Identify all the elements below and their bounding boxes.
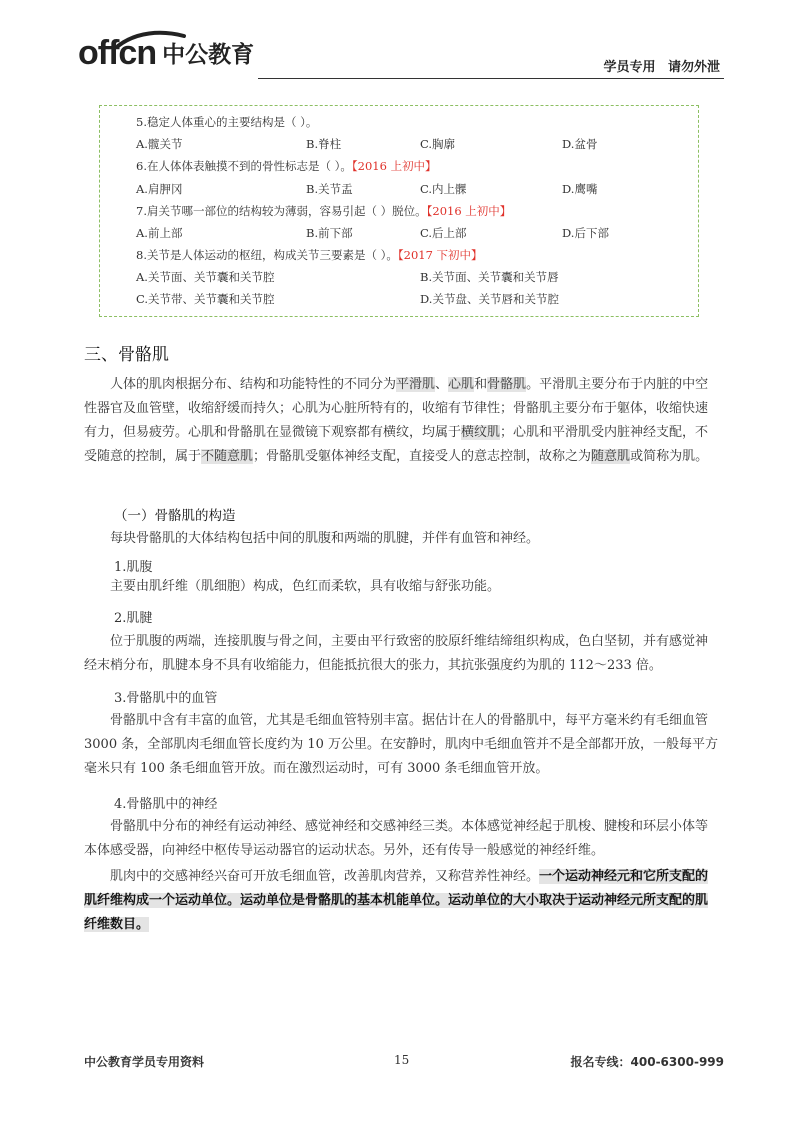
question-option: B.脊柱 (306, 137, 342, 151)
question-option: C.胸廓 (420, 137, 456, 151)
question-stem: 8.关节是人体运动的枢纽，构成关节三要素是（ ）。【2017 下初中】 (136, 248, 483, 262)
question-option: D.关节盘、关节唇和关节腔 (420, 292, 559, 306)
question-option: A.髋关节 (136, 137, 183, 151)
question-option: C.内上髁 (420, 182, 467, 196)
highlight-term: 随意肌 (591, 449, 631, 464)
intro-paragraph: 人体的肌肉根据分布、结构和功能特性的不同分为平滑肌、心肌和骨骼肌。平滑肌主要分布于内脏的中空性器官及血管壁，收缩舒缓而持久；心肌为心脏所特有的，收缩有节律性；骨骼肌主要分布于躯体，收缩快速有力，但易疲劳。心肌和骨骼肌在显微镜下观察都有横纹，均属于横纹肌；心肌和平滑肌受内脏神经支配，不受随意的控制，属于不随意肌；骨骼肌受躯体神经支配，直接受人的意志控制，故称之为随意肌或简称为肌。 (84, 377, 709, 464)
footer-label: 中公教育学员专用资料 (84, 1055, 205, 1069)
question-option: B.关节面、关节囊和关节唇 (420, 270, 559, 284)
question-option: A.关节面、关节囊和关节腔 (136, 270, 275, 284)
question-option: B.前下部 (306, 226, 353, 240)
item-title: 3.骨骼肌中的血管 (114, 691, 218, 706)
exam-source-tag: 【2017 下初中】 (397, 248, 483, 262)
question-option: A.肩胛冈 (136, 182, 183, 196)
question-option: C.后上部 (420, 226, 467, 240)
footer-hotline: 报名专线：400-6300-999 (570, 1055, 724, 1069)
offcn-logo (78, 36, 254, 70)
logo-wordmark: offcn (78, 34, 157, 72)
item-title: 1.肌腹 (114, 560, 153, 575)
exam-source-tag: 【2016 上初中】 (351, 159, 437, 173)
highlight-term: 不随意肌 (201, 449, 254, 464)
question-option: C.关节带、关节囊和关节腔 (136, 292, 275, 306)
question-option: D.后下部 (562, 226, 609, 240)
page-footer (84, 1053, 724, 1073)
logo-swoosh-icon (116, 30, 186, 48)
item-text: 骨骼肌中含有丰富的血管，尤其是毛细血管特别丰富。据估计在人的骨骼肌中，每平方毫米约有毛细血管 3000 条，全部肌肉毛细血管长度约为 10 万公里。在安静时，肌肉中毛细血管并不是全部都开放，一般每平方毫米只有 100 条毛细血管开放。而在激烈运动时，可有 3000 条毛细血管开放。 (84, 713, 719, 776)
question-stem: 7.肩关节哪一部位的结构较为薄弱，容易引起（ ）脱位。【2016 上初中】 (136, 204, 512, 218)
item-text: 位于肌腹的两端，连接肌腹与骨之间，主要由平行致密的胶原纤维结缔组织构成，色白坚韧，并有感觉神经末梢分布，肌腱本身不具有收缩能力，但能抵抗很大的张力，其抗张强度约为肌的 112～233 倍。 (84, 634, 709, 673)
logo-chinese-name: 中公教育 (162, 42, 255, 68)
header-divider (258, 78, 724, 79)
question-option: A.前上部 (136, 226, 183, 240)
item-title: 4.骨骼肌中的神经 (114, 797, 218, 812)
page-number: 15 (394, 1053, 410, 1067)
closing-paragraph: 肌肉中的交感神经兴奋可开放毛细血管，改善肌肉营养，又称营养性神经。一个运动神经元和它所支配的肌纤维构成一个运动单位。运动单位是骨骼肌的基本机能单位。运动单位的大小取决于运动神经元所支配的肌纤维数目。 (84, 869, 709, 932)
key-concept-highlight: 一个运动神经元和它所支配的肌纤维构成一个运动单位。运动单位是骨骼肌的基本机能单位。运动单位的大小取决于运动神经元所支配的肌纤维数目。 (84, 869, 709, 932)
highlight-term: 平滑肌 (396, 377, 436, 392)
item-title: 2.肌腱 (114, 611, 153, 626)
item-text: 骨骼肌中分布的神经有运动神经、感觉神经和交感神经三类。本体感觉神经起于肌梭、腱梭和环层小体等本体感受器，向神经中枢传导运动器官的运动状态。另外，还有传导一般感觉的神经纤维。 (84, 819, 709, 858)
question-stem: 5.稳定人体重心的主要结构是（ ）。 (136, 115, 318, 129)
question-option: D.鹰嘴 (562, 182, 598, 196)
item-text: 主要由肌纤维（肌细胞）构成，色红而柔软，具有收缩与舒张功能。 (110, 579, 501, 594)
highlight-term: 骨骼肌 (487, 377, 527, 392)
header-notice: 学员专用 请勿外泄 (603, 60, 720, 75)
practice-questions-box (99, 105, 699, 317)
highlight-term: 横纹肌 (461, 425, 501, 440)
question-option: D.盆骨 (562, 137, 598, 151)
section-title: 三、骨骼肌 (84, 345, 169, 365)
question-stem: 6.在人体体表触摸不到的骨性标志是（ ）。【2016 上初中】 (136, 159, 437, 173)
subsection-heading: （一）骨骼肌的构造 (114, 508, 236, 524)
page-header (78, 36, 724, 80)
question-option: B.关节盂 (306, 182, 353, 196)
highlight-term: 心肌 (448, 377, 475, 392)
exam-source-tag: 【2016 上初中】 (426, 204, 512, 218)
structure-intro: 每块骨骼肌的大体结构包括中间的肌腹和两端的肌腱，并伴有血管和神经。 (110, 531, 540, 546)
